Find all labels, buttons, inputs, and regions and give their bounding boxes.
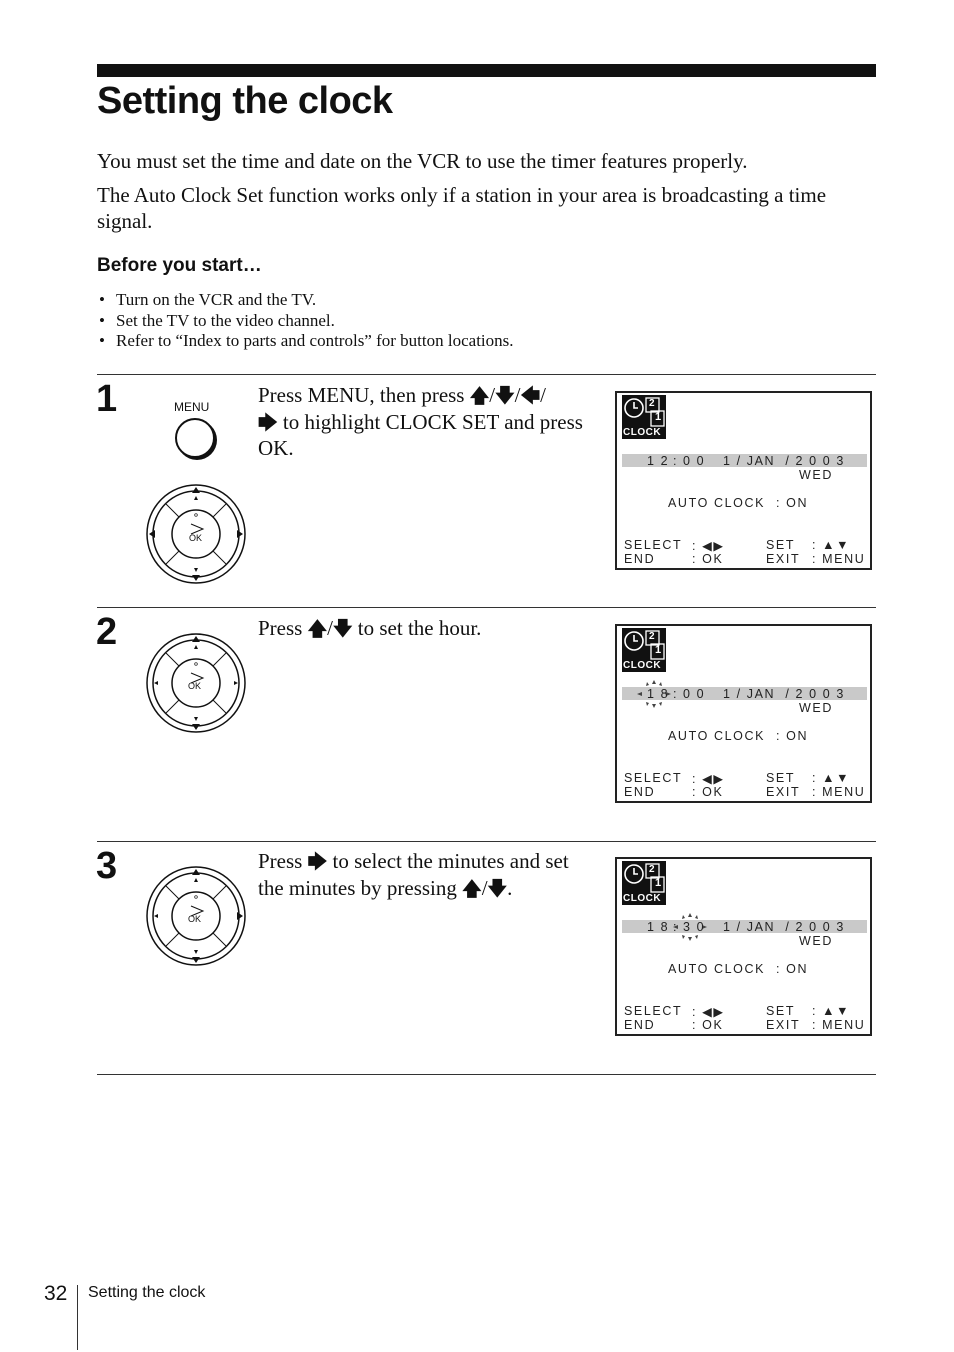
page-number: 32 bbox=[44, 1282, 68, 1305]
ok-label: OK bbox=[188, 681, 202, 691]
down-arrow-icon: 🡇 bbox=[495, 385, 515, 407]
set-label: SET bbox=[766, 1004, 796, 1018]
step-number: 1 bbox=[96, 378, 118, 420]
intro-paragraph-2: The Auto Clock Set function works only if a station in your area is broadcasting a time signal. bbox=[97, 183, 827, 233]
set-value: : ▲▼ bbox=[812, 1004, 851, 1018]
intro-paragraph-1: You must set the time and date on the VCR to use the timer features properly. bbox=[97, 149, 748, 173]
clock-calendar-icon bbox=[622, 861, 666, 905]
minute-value: 3 0 bbox=[683, 920, 706, 934]
end-label: END bbox=[624, 785, 656, 799]
clock-word: CLOCK bbox=[623, 427, 662, 438]
colon: : bbox=[673, 920, 679, 934]
hour-value: 1 8 bbox=[647, 920, 670, 934]
step-instruction: Press 🡅/🡇 to set the hour. bbox=[258, 616, 482, 640]
exit-value: : MENU bbox=[812, 1018, 866, 1032]
step-divider bbox=[97, 374, 876, 375]
clock-calendar-icon bbox=[622, 628, 666, 672]
list-item: • Set the TV to the video channel. bbox=[97, 311, 514, 332]
footer-divider bbox=[77, 1285, 78, 1350]
step-number: 2 bbox=[96, 611, 118, 653]
exit-label: EXIT bbox=[766, 1018, 801, 1032]
right-arrow-icon: 🡆 bbox=[307, 851, 328, 873]
date-value: 1 / JAN / 2 0 0 3 bbox=[723, 920, 845, 934]
tv-screen bbox=[615, 391, 872, 570]
icon-digit: 1 bbox=[655, 644, 662, 656]
weekday: WED bbox=[799, 701, 833, 715]
clock-calendar-icon bbox=[622, 395, 666, 439]
weekday: WED bbox=[799, 468, 833, 482]
footer-section-title: Setting the clock bbox=[88, 1284, 206, 1301]
clock-word: CLOCK bbox=[623, 660, 662, 671]
end-value: : OK bbox=[692, 1018, 724, 1032]
exit-label: EXIT bbox=[766, 785, 801, 799]
select-label: SELECT bbox=[624, 538, 683, 552]
tv-screen bbox=[615, 857, 872, 1036]
step-divider bbox=[97, 841, 876, 842]
before-list bbox=[97, 290, 514, 352]
section-end-divider bbox=[97, 1074, 876, 1075]
step-number: 3 bbox=[96, 845, 118, 887]
step-text: Press bbox=[258, 849, 308, 873]
auto-clock-label: AUTO CLOCK bbox=[668, 496, 766, 510]
icon-digit: 1 bbox=[655, 411, 662, 423]
hour-value: 1 8 bbox=[647, 687, 670, 701]
date-value: 1 / JAN / 2 0 0 3 bbox=[723, 687, 845, 701]
right-arrow-icon: 🡆 bbox=[258, 411, 278, 434]
set-value: : ▲▼ bbox=[812, 538, 851, 552]
select-value: : ◀▶ bbox=[692, 772, 725, 786]
auto-clock-value: : ON bbox=[776, 729, 809, 743]
set-value: : ▲▼ bbox=[812, 771, 851, 785]
tv-screen bbox=[615, 624, 872, 803]
select-value: : ◀▶ bbox=[692, 1005, 725, 1019]
step-instruction: Press 🡆 to select the minutes and set the minutes by pressing 🡅/🡇. bbox=[258, 849, 569, 900]
up-arrow-icon: 🡅 bbox=[469, 385, 490, 407]
minute-value: 0 0 bbox=[683, 454, 706, 468]
exit-label: EXIT bbox=[766, 552, 801, 566]
end-label: END bbox=[624, 1018, 656, 1032]
ok-label: OK bbox=[188, 914, 202, 924]
auto-clock-label: AUTO CLOCK bbox=[668, 962, 766, 976]
step-text: to select the minutes and set the minutes by pressing bbox=[258, 849, 569, 900]
menu-button-label: MENU bbox=[174, 400, 210, 414]
list-item: • Turn on the VCR and the TV. bbox=[97, 290, 514, 311]
step-text: Press bbox=[258, 616, 308, 640]
set-label: SET bbox=[766, 538, 796, 552]
exit-value: : MENU bbox=[812, 785, 866, 799]
left-arrow-icon: 🡄 bbox=[520, 385, 541, 407]
weekday: WED bbox=[799, 934, 833, 948]
before-you-start-heading: Before you start… bbox=[97, 255, 262, 276]
title-rule bbox=[97, 64, 876, 77]
hour-value: 1 2 bbox=[647, 454, 670, 468]
ok-label: OK bbox=[189, 533, 203, 543]
set-label: SET bbox=[766, 771, 796, 785]
end-value: : OK bbox=[692, 785, 724, 799]
icon-digit: 2 bbox=[649, 631, 655, 642]
clock-word: CLOCK bbox=[623, 893, 662, 904]
step-instruction: Press MENU, then press 🡅/🡇/🡄/ 🡆 to highlight CLOCK SET and press OK. bbox=[258, 383, 583, 460]
step-text: Press MENU, then press bbox=[258, 383, 470, 407]
step-text: . bbox=[507, 875, 513, 900]
down-arrow-icon: 🡇 bbox=[487, 877, 508, 900]
end-value: : OK bbox=[692, 552, 724, 566]
up-arrow-icon: 🡅 bbox=[307, 618, 328, 640]
menu-button-icon bbox=[175, 418, 215, 458]
down-arrow-icon: 🡇 bbox=[332, 618, 353, 640]
icon-digit: 1 bbox=[655, 877, 662, 889]
auto-clock-label: AUTO CLOCK bbox=[668, 729, 766, 743]
page-title: Setting the clock bbox=[97, 80, 393, 122]
date-value: 1 / JAN / 2 0 0 3 bbox=[723, 454, 845, 468]
exit-value: : MENU bbox=[812, 552, 866, 566]
select-label: SELECT bbox=[624, 1004, 683, 1018]
colon: : bbox=[673, 687, 679, 701]
auto-clock-value: : ON bbox=[776, 962, 809, 976]
auto-clock-value: : ON bbox=[776, 496, 809, 510]
step-text: to set the hour. bbox=[352, 616, 482, 640]
icon-digit: 2 bbox=[649, 398, 655, 409]
icon-digit: 2 bbox=[649, 864, 655, 875]
step-divider bbox=[97, 607, 876, 608]
select-label: SELECT bbox=[624, 771, 683, 785]
end-label: END bbox=[624, 552, 656, 566]
minute-value: 0 0 bbox=[683, 687, 706, 701]
up-arrow-icon: 🡅 bbox=[462, 877, 482, 900]
colon: : bbox=[673, 454, 679, 468]
step-text: to highlight CLOCK SET and press OK. bbox=[258, 409, 583, 460]
select-value: : ◀▶ bbox=[692, 539, 725, 553]
list-item: • Refer to “Index to parts and controls” for button locations. bbox=[97, 331, 514, 352]
